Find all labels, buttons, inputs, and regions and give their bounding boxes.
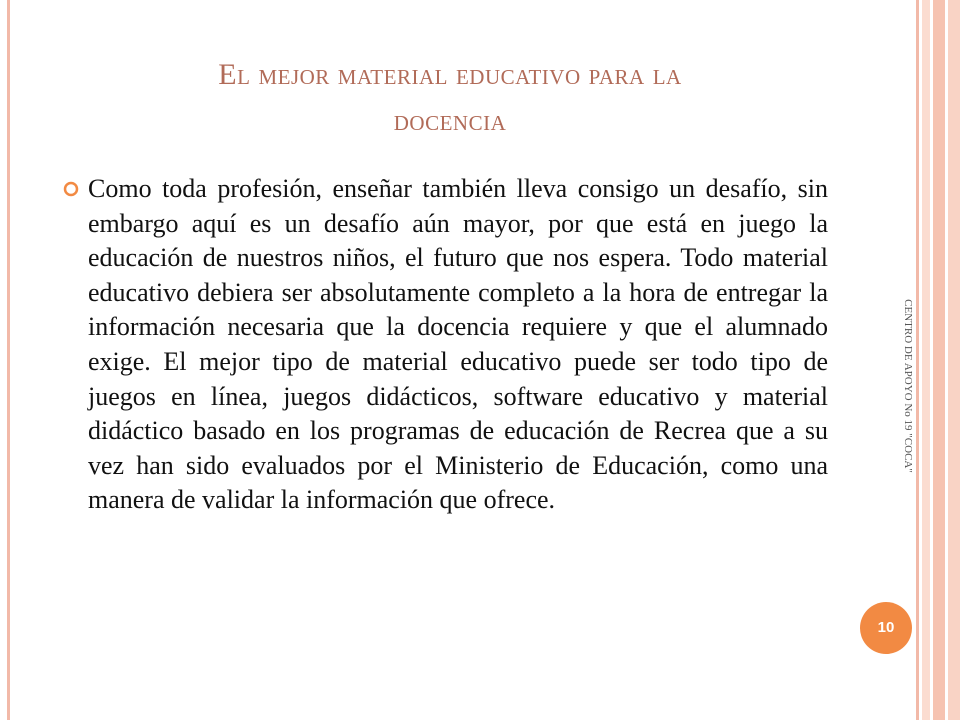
right-stripe	[948, 0, 960, 720]
right-stripe	[933, 0, 945, 720]
body-paragraph: Como toda profesión, enseñar también lleva consigo un desafío, sin embargo aquí es un desafío aún mayor, por que está en juego la educación de nuestros niños, el futuro que nos espera. Todo material educativo debiera ser absolutamente completo a la hora de entregar la información necesaria que la docencia requiere y que el alumnado exige. El mejor tipo de material educativo puede ser todo tipo de juegos en línea, juegos didácticos, software educativo y material didáctico basado en los programas de educación de Recrea que a su vez han sido evaluados por el Ministerio de Educación, como una manera de validar la información que ofrece.	[88, 174, 828, 515]
right-stripe	[922, 0, 930, 720]
title-line-1: El mejor material educativo para la	[218, 58, 682, 91]
right-stripe	[916, 0, 919, 720]
slide-title	[60, 52, 840, 144]
left-frame-line	[7, 0, 10, 720]
page-number-badge: 10	[860, 602, 912, 654]
bullet-item	[62, 172, 828, 518]
vertical-footer-text: CENTRO DE APOYO No 19 "COCA"	[902, 299, 914, 473]
hollow-circle-bullet-icon	[62, 180, 80, 198]
title-line-2: docencia	[393, 104, 507, 137]
